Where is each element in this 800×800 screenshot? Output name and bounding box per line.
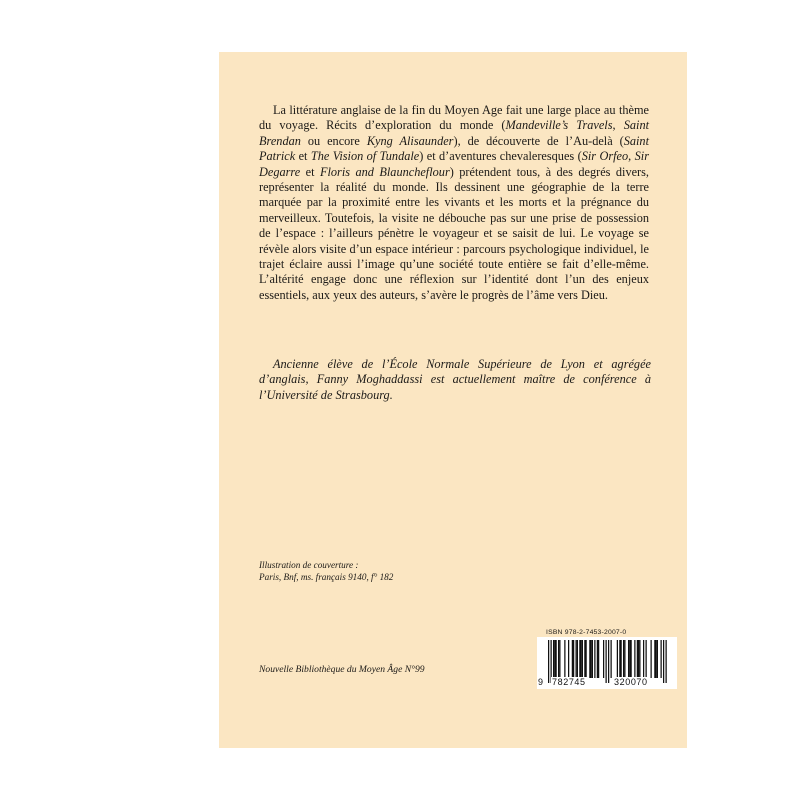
blurb-segment: et [300,164,320,179]
barcode-bar [597,640,598,678]
barcode-bar [594,640,595,678]
barcode-right-digits: 320070 [614,677,648,687]
barcode-bar [639,640,640,678]
barcode-bar [628,640,629,678]
barcode-bar [643,640,644,678]
barcode-bar [656,640,657,678]
barcode-bar [631,640,632,678]
barcode-bar [559,640,560,678]
isbn-label: ISBN 978-2-7453-2007-0 [546,629,627,636]
barcode-digits [537,677,677,689]
barcode-bar [629,640,630,678]
barcode-bar [611,640,612,678]
barcode-bar [576,640,577,678]
work-title: Saint Patrick [259,133,649,164]
work-title: Saint Brendan [259,118,650,148]
illustration-label: Illustration de couverture : [259,560,359,570]
barcode-bar [651,640,652,678]
barcode-bar [577,640,578,678]
barcode-bar [624,640,625,678]
blurb-segment: et [295,149,311,164]
barcode-bar [603,640,604,678]
barcode-bar [657,640,658,678]
blurb-segment: ) prétendent tous, à des degrés divers, représenter la réalité du monde. Ils dessinent une géographie de la terre marquée par la proximité entre les vivants et les morts et la prégnance du merveilleux. Toutefois, la visite ne débouche pas sur une prise de possession de l’espace : l’ailleurs pénètre le voyageur et se saisit de lui. Le voyage se révèle alors visite d’un espace intérieur : parcours psychologique individuel, le trajet éclaire aussi l’image qu’une société toute entière se fait d’elle-même. L’altérité engage donc une réflexion sur l’identité dont l’un des enjeux essentiels, aux yeux des auteurs, s’avère le progrès de l’âme vers Dieu. [259,164,650,302]
barcode-bar [584,640,585,678]
barcode-bar [558,640,559,678]
barcode-bar [598,640,599,678]
barcode-bar [589,640,590,678]
barcode-lead-digit: 9 [538,677,544,687]
barcode-bar [617,640,618,678]
blurb-segment: ) et d’aventures chevaleresques ( [419,149,582,164]
barcode-bar [661,640,662,678]
work-title: The Vision of Tundale [310,149,420,164]
blurb-paragraph [259,103,649,303]
barcode-bar [554,640,555,678]
work-title: Kyng Alisaunder [366,133,454,148]
blurb-segment: La littérature anglaise de la fin du Moyen Age fait une large place au thème du voyage. Récits d’exploration du monde ( [259,103,649,133]
work-title: Mandeville’s Travels [505,118,613,133]
barcode-bar [619,640,620,678]
barcode-bar [564,640,565,678]
barcode-bar [592,640,593,678]
barcode-left-digits: 782745 [552,677,586,687]
barcode-bar [581,640,582,678]
barcode-bar [646,640,647,678]
blurb-segment: , [628,149,635,164]
barcode [537,637,677,689]
barcode-bar [654,640,655,678]
barcode-bar [637,640,638,678]
blurb-segment: ), de découverte de l’Au-delà ( [453,133,624,148]
work-title: Sir Degarre [259,149,649,179]
work-title: Sir Orfeo [581,149,629,164]
barcode-bar [623,640,624,678]
barcode-bar [582,640,583,678]
barcode-bar [568,640,569,678]
barcode-bar [591,640,592,678]
barcode-bar [556,640,557,678]
blurb-segment: , [612,118,624,133]
barcode-bar [579,640,580,678]
blurb-segment: ou encore [300,133,367,148]
author-bio-text: Ancienne élève de l’École Normale Supérieure de Lyon et agrégée d’anglais, Fanny Moghaddassi est actuellement maître de conférence à l’Université de Strasbourg. [259,357,651,402]
barcode-bar [621,640,622,678]
barcode-bar [586,640,587,678]
work-title: Floris and Blauncheflour [319,164,450,179]
author-bio [259,357,651,403]
barcode-bar [638,640,639,678]
blurb-text [259,103,649,303]
illustration-source: Paris, Bnf, ms. français 9140, f° 182 [259,572,394,582]
barcode-bar [572,640,573,678]
collection-title: Nouvelle Bibliothèque du Moyen Âge N°99 [259,664,425,675]
illustration-credit [259,559,519,583]
barcode-bar [573,640,574,678]
barcode-bar [634,640,635,678]
barcode-bar [553,640,554,678]
